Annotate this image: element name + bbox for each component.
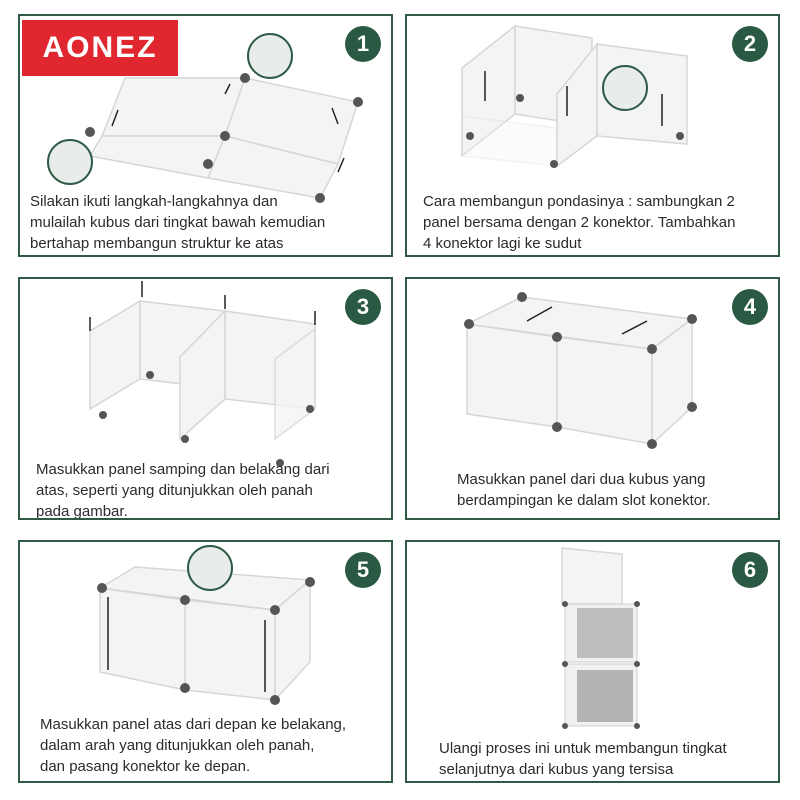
brand-logo: AONEZ bbox=[22, 20, 178, 76]
step-4-caption bbox=[457, 469, 710, 511]
step-6-panel bbox=[405, 540, 780, 783]
caption-line: Masukkan panel samping dan belakang dari bbox=[36, 461, 330, 478]
caption-line: atas, seperti yang ditunjukkan oleh panah bbox=[36, 482, 313, 499]
step-6-caption bbox=[439, 738, 727, 780]
step-4-panel bbox=[405, 277, 780, 520]
caption-line: Masukkan panel atas dari depan ke belakang, bbox=[40, 716, 347, 733]
caption-line: Masukkan panel dari dua kubus yang bbox=[457, 471, 706, 488]
step-2-badge: 2 bbox=[732, 26, 768, 62]
step-1-panel bbox=[18, 14, 393, 257]
caption-line: 4 konektor lagi ke sudut bbox=[423, 235, 582, 252]
step-5-caption bbox=[40, 714, 346, 777]
caption-line: panel bersama dengan 2 konektor. Tambahkan bbox=[423, 214, 736, 231]
caption-line: Cara membangun pondasinya : sambungkan 2 bbox=[423, 193, 735, 210]
step-3-caption bbox=[36, 459, 330, 520]
caption-line: mulailah kubus dari tingkat bawah kemudian bbox=[30, 214, 326, 231]
step-3-panel bbox=[18, 277, 393, 520]
caption-line: berdampingan ke dalam slot konektor. bbox=[457, 492, 711, 509]
connector-zoom-icon bbox=[603, 66, 647, 110]
step-6-badge: 6 bbox=[732, 552, 768, 588]
connector-zoom-icon bbox=[248, 34, 292, 78]
step-1-badge: 1 bbox=[345, 26, 381, 62]
caption-line: selanjutnya dari kubus yang tersisa bbox=[439, 761, 674, 778]
lion-door-image bbox=[577, 670, 633, 722]
step-1-caption bbox=[30, 191, 325, 254]
caption-line: Ulangi proses ini untuk membangun tingkat bbox=[439, 740, 727, 757]
step-2-caption bbox=[423, 191, 735, 254]
step-2-panel bbox=[405, 14, 780, 257]
caption-line: Silakan ikuti langkah-langkahnya dan bbox=[30, 193, 278, 210]
caption-line: bertahap membangun struktur ke atas bbox=[30, 235, 284, 252]
caption-line: dan pasang konektor ke depan. bbox=[40, 758, 251, 775]
connector-zoom-icon bbox=[188, 546, 232, 590]
step-5-badge: 5 bbox=[345, 552, 381, 588]
step-5-panel bbox=[18, 540, 393, 783]
step-4-badge: 4 bbox=[732, 289, 768, 325]
caption-line: pada gambar. bbox=[36, 503, 128, 520]
connector-zoom-icon-2 bbox=[48, 140, 92, 184]
giraffe-door-image bbox=[577, 608, 633, 658]
caption-line: dalam arah yang ditunjukkan oleh panah, bbox=[40, 737, 315, 754]
step-3-badge: 3 bbox=[345, 289, 381, 325]
